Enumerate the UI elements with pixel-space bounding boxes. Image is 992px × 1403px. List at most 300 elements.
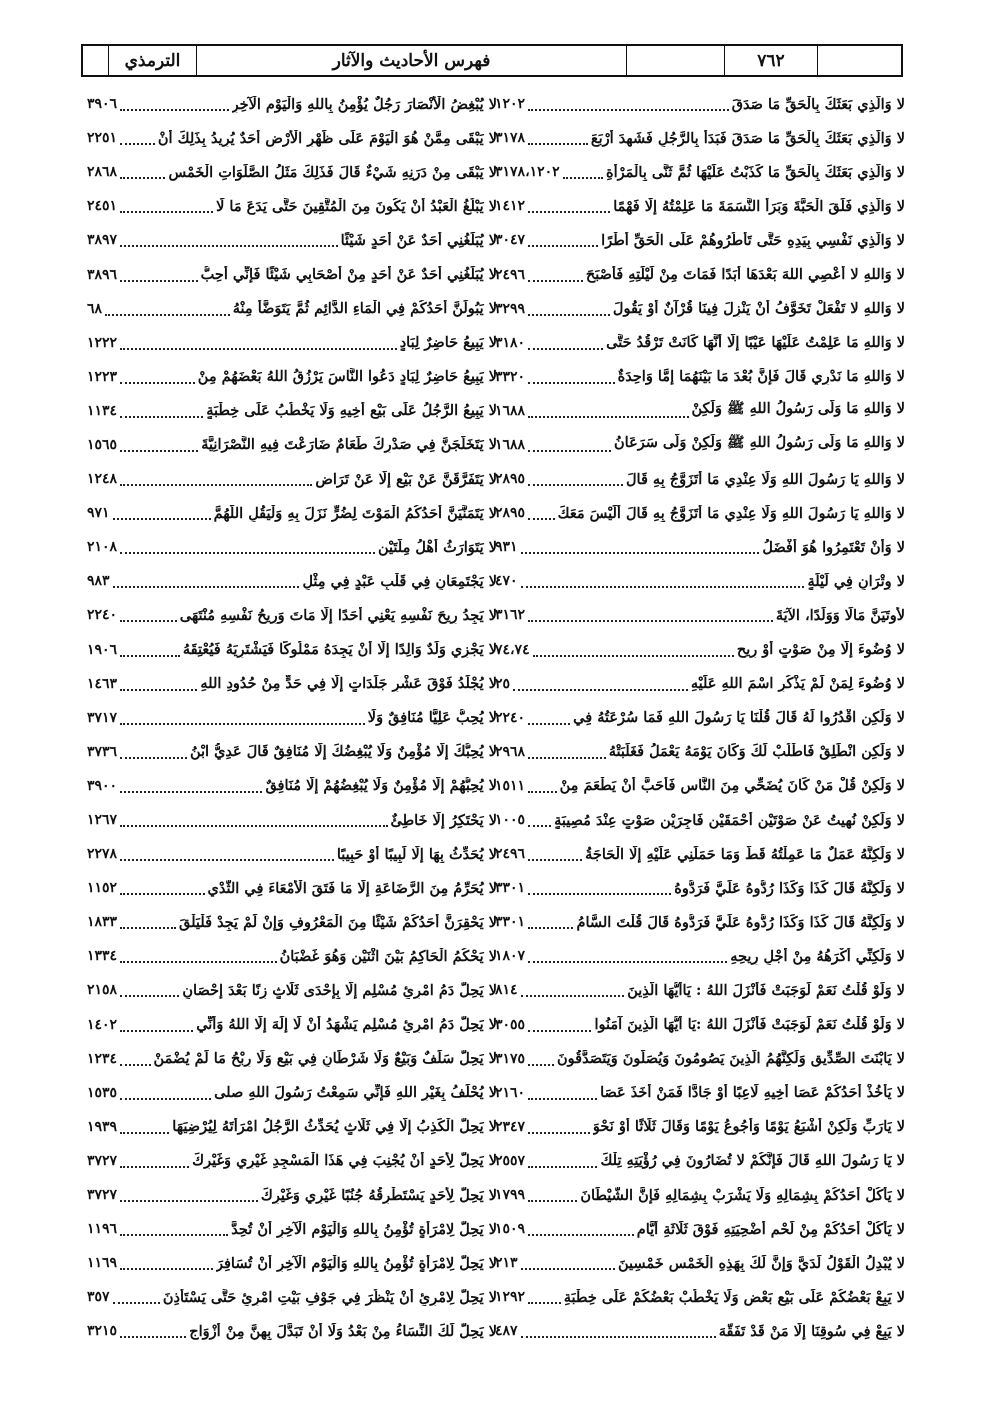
hadith-number: ١١٣٤ <box>87 402 118 419</box>
hadith-text: لا يُحْلَفُ بِغَيْرِ اللهِ فَإِنِّي سَمِعْتُ رَسُولَ اللهِ صلى <box>214 1084 497 1102</box>
hadith-text: لا يَحِلُّ الْكَذِبُ إِلَّا فِي ثَلَاثٍ يُحَدِّثُ الرَّجُلُ امْرَأَتَهُ لِيُرْضِيَهَا <box>172 1118 497 1136</box>
hadith-number: ١٥٦٥ <box>87 436 118 453</box>
hadith-number: ١٢٢٢ <box>87 334 118 351</box>
hadith-number: ٧٤،٧٤ <box>495 641 530 658</box>
hadith-text: لا يَبْقَى مِنْ دَرَنِهِ شَيْءٌ قَالَ فَذَلِكَ مَثَلُ الصَّلَوَاتِ الْخَمْسِ <box>168 163 497 181</box>
header-blank-cell <box>83 46 109 75</box>
leader-dots <box>528 757 606 759</box>
hadith-text: لا يُبَلِّغُنِي أَحَدٌ عَنْ أَحَدٍ مِنْ أَصْحَابِي شَيْئًا فَإِنِّي أُحِبُّ <box>200 266 497 284</box>
index-entry <box>87 462 497 496</box>
hadith-text: لا يَتَخَلَّجَنَّ فِي صَدْرِكَ طَعَامٌ ضَارَعْتَ فِيهِ النَّصْرَانِيَّةَ <box>201 436 497 454</box>
index-entry <box>87 564 497 598</box>
index-entry <box>87 223 497 257</box>
index-entry <box>87 939 497 973</box>
hadith-number: ٣٨٩٧ <box>87 232 118 249</box>
hadith-text: لا يَبِيعُ حَاضِرٌ لِبَادٍ دَعُوا النَّاسَ يَرْزُقُ اللهُ بَعْضَهُمْ مِنْ <box>197 368 497 386</box>
index-entry <box>87 394 497 428</box>
leader-dots <box>120 927 176 929</box>
index-entry <box>495 769 905 803</box>
leader-dots <box>120 109 229 111</box>
leader-dots <box>120 1098 211 1100</box>
hadith-number: ١٦٨٨ <box>495 402 526 419</box>
index-entry <box>495 803 905 837</box>
hadith-text: لا وَالَّذِي بَعَثَكَ بِالْحَقِّ مَا صَدَقَ فَبَدَأَ بِالرَّجُلِ فَشَهِدَ أَرْبَعَ <box>590 129 905 147</box>
hadith-number: ٣٨٩٦ <box>87 266 118 283</box>
leader-dots <box>120 450 198 452</box>
leader-dots <box>113 1302 160 1304</box>
index-entry <box>495 939 905 973</box>
hadith-text: لا وَالَّذِي فَلَقَ الْحَبَّةَ وَبَرَأَ النَّسَمَةَ مَا عَلِمْتُهُ إِلَّا فَهْمًا <box>613 197 905 215</box>
leader-dots <box>563 177 603 179</box>
hadith-text: لا وَاللهِ لا تَفْعَلْ تَخَوَّفُ أَنْ يَنْزِلَ فِينَا قُرْآنٌ أَوْ يَقُولَ <box>612 300 905 318</box>
leader-dots <box>120 1200 258 1202</box>
hadith-number: ١٣٣٤ <box>87 948 118 965</box>
index-entry <box>87 87 497 121</box>
hadith-text: لا يَحْقِرَنَّ أَحَدُكُمْ شَيْئًا مِنَ الْمَعْرُوفِ وَإِنْ لَمْ يَجِدْ فَلْيَلْقَ <box>179 913 497 931</box>
hadith-text: لا يَحِلُّ لِأَحَدٍ أَنْ يُجْنِبَ فِي هَذَا الْمَسْجِدِ غَيْرِي وَغَيْرِكَ <box>192 1152 497 1170</box>
hadith-text: لا يَحِلُّ لِامْرَأَةٍ تُؤْمِنُ بِاللهِ وَالْيَوْمِ الْآخِرِ أَنْ تُحِدَّ <box>231 1220 497 1238</box>
hadith-text: لا يَبْلُغُ الْعَبْدُ أَنْ يَكُونَ مِنَ الْمُتَّقِينَ حَتَّى يَدَعَ مَا لَا <box>216 197 497 215</box>
leader-dots <box>120 655 180 657</box>
leader-dots <box>120 1234 228 1236</box>
hadith-text: لا وَاللهِ مَا عَلِمْتُ عَلَيْهَا عَيْبًا إِلَّا أَنَّهَا كَانَتْ تَرْقُدُ حَتَّى <box>606 334 905 352</box>
left-column <box>87 87 497 1348</box>
hadith-text: لا وَاللهِ مَا وَلَّى رَسُولُ اللهِ ﷺ وَلَكِنْ <box>691 400 905 418</box>
hadith-text: لا يَحِلُّ لِامْرَأَةٍ تُؤْمِنُ بِاللهِ وَالْيَوْمِ الْآخِرِ أَنْ تُسَافِرَ <box>215 1254 497 1272</box>
hadith-text: لا يَأْكُلْ أَحَدُكُمْ بِشِمَالِهِ وَلَا يَشْرَبْ بِشِمَالِهِ فَإِنَّ الشَّيْطَانَ <box>580 1186 905 1204</box>
leader-dots <box>113 518 211 520</box>
index-entry <box>495 530 905 564</box>
hadith-text: لا يُبْغِضُ الْأَنْصَارَ رَجُلٌ يُؤْمِنُ بِاللهِ وَالْيَوْمِ الْآخِرِ <box>231 95 497 113</box>
hadith-text: لا وَاللهِ مَا نَدْرِي قَالَ فَإِنَّ بُعْدَ مَا بَيْنَهُمَا إِمَّا وَاحِدَةٌ <box>617 368 905 386</box>
hadith-text: لا يَحِلُّ دَمُ امْرِئٍ مُسْلِمٍ يَشْهَدُ أَنْ لَا إِلَهَ إِلَّا اللهُ وَأَنِّي <box>196 1016 497 1034</box>
hadith-number: ١٥٣٥ <box>87 1084 118 1101</box>
index-entry <box>495 871 905 905</box>
index-entry <box>87 1314 497 1348</box>
hadith-number: ٣٧٢٧ <box>87 1152 118 1169</box>
leader-dots <box>533 655 734 657</box>
hadith-number: ٣٠٤٧ <box>495 232 526 249</box>
leader-dots <box>528 348 603 350</box>
hadith-text: لا يَبُولَنَّ أَحَدُكُمْ فِي الْمَاءِ الدَّائِمِ ثُمَّ يَتَوَضَّأُ مِنْهُ <box>232 300 497 318</box>
hadith-text: لا يَبِعْ بَعْضُكُمْ عَلَى بَيْعِ بَعْضٍ وَلَا يَخْطُبْ بَعْضُكُمْ عَلَى خِطْبَةِ <box>563 1288 905 1306</box>
index-entry <box>495 1008 905 1042</box>
hadith-number: ١٢٤٨ <box>87 471 118 488</box>
hadith-number: ٢٢٥١ <box>87 130 118 147</box>
leader-dots <box>528 450 611 452</box>
hadith-text: لا يَأْكُلْ أَحَدُكُمْ مِنْ لَحْمِ أُضْحِيَتِهِ فَوْقَ ثَلَاثَةِ أَيَّامٍ <box>636 1220 905 1238</box>
hadith-number: ٣٢٩٩ <box>495 300 526 317</box>
hadith-text: لا وَأَنْ تَعْتَمِرُوا هُوَ أَفْضَلُ <box>762 538 905 556</box>
hadith-number: ٤٨٧ <box>495 1323 518 1340</box>
hadith-number: ٢٨٩٥ <box>495 471 526 488</box>
hadith-text: لا يُبَلِّغُنِي أَحَدٌ عَنْ أَحَدٍ شَيْئًا <box>340 231 497 249</box>
leader-dots <box>120 689 197 691</box>
index-entry <box>495 837 905 871</box>
hadith-number: ١١٦٩ <box>87 1255 118 1272</box>
leader-dots <box>120 552 375 554</box>
hadith-number: ٢٢٤٠ <box>87 607 118 624</box>
leader-dots <box>120 961 276 963</box>
index-entry <box>87 360 497 394</box>
index-entry <box>495 394 905 428</box>
hadith-text: لا وَلَوْ قُلْتُ نَعَمْ لَوَجَبَتْ فَأَنْزَلَ اللهُ : يَاأَيُّهَا الَّذِينَ <box>627 981 905 999</box>
hadith-number: ٣٢١٥ <box>87 1323 118 1340</box>
leader-dots <box>528 245 598 247</box>
hadith-number: ١١٩٦ <box>87 1221 118 1238</box>
index-entry <box>87 292 497 326</box>
index-entry <box>87 326 497 360</box>
hadith-text: لا يَا رَسُولَ اللهِ قَالَ فَإِنَّكُمْ لا تُضَارُونَ فِي رُؤْيَتِهِ تِلْكَ <box>600 1152 905 1170</box>
index-entry <box>87 1042 497 1076</box>
leader-dots <box>528 791 557 793</box>
leader-dots <box>528 1200 577 1202</box>
hadith-text: لا يَحْتَكِرُ إِلَّا خَاطِئٌ <box>390 811 497 829</box>
hadith-text: لا وَلَكِنْ قُلْ مَنْ كَانَ يُضَحِّي مِنَ النَّاسِ فَأَحَبَّ أَنْ يَطْعَمَ مِنْ <box>559 777 905 795</box>
hadith-text: لا يَحِلُّ لَكَ النِّسَاءُ مِنْ بَعْدُ وَلَا أَنْ تَبَدَّلَ بِهِنَّ مِنْ أَزْوَاجٍ <box>189 1322 497 1340</box>
hadith-text: لا يَجْتَمِعَانِ فِي قَلْبِ عَبْدٍ فِي مِثْلِ <box>302 572 497 590</box>
hadith-number: ١٢٢٣ <box>87 368 118 385</box>
index-entry <box>495 701 905 735</box>
page-number: ٧٦٢ <box>725 46 818 75</box>
hadith-text: لا وَالَّذِي بَعَثَكَ بِالْحَقِّ مَا كَذَبْتُ عَلَيْهَا ثُمَّ ثَنَّى بِالْمَرْأَةِ <box>605 163 905 181</box>
hadith-number: ١٩٠٦ <box>87 641 118 658</box>
hadith-number: ٢١٥٨ <box>87 982 118 999</box>
hadith-text: لا يَحِلُّ سَلَفٌ وَبَيْعٌ وَلَا شَرْطَانِ فِي بَيْعٍ وَلَا رِبْحُ مَا لَمْ يُضْمَنْ <box>153 1050 497 1068</box>
hadith-text: لا يُبْدِلُ الْقَوْلُ لَدَيَّ وَإِنَّ لَكَ بِهَذِهِ الْخَمْسِ خَمْسِينَ <box>617 1254 905 1272</box>
leader-dots <box>120 791 262 793</box>
hadith-text: لا يُجْلَدُ فَوْقَ عَشْرِ جَلَدَاتٍ إِلَّا فِي حَدٍّ مِنْ حُدُودِ اللهِ <box>200 675 497 693</box>
index-entry <box>87 1280 497 1314</box>
hadith-number: ٣٧٢٧ <box>87 1187 118 1204</box>
page-header <box>81 44 903 77</box>
index-entry <box>87 428 497 462</box>
hadith-text: لا يَحِلُّ دَمُ امْرِئٍ مُسْلِمٍ إِلَّا بِإِحْدَى ثَلَاثٍ زِنًا بَعْدَ إِحْصَانٍ <box>182 981 497 999</box>
hadith-text: لا وَاللهِ لا أَعْصِي اللهَ بَعْدَهَا أَبَدًا فَمَاتَ مِنْ لَيْلَتِهِ فَأَصْبَحَ <box>585 266 905 284</box>
hadith-number: ١٢٩٢ <box>495 1289 526 1306</box>
index-entry <box>495 121 905 155</box>
leader-dots <box>120 143 155 145</box>
hadith-text: لا وِتْرَانِ فِي لَيْلَةٍ <box>807 572 905 590</box>
index-entry <box>87 1144 497 1178</box>
leader-dots <box>120 1132 169 1134</box>
index-entry <box>495 1246 905 1280</box>
leader-dots <box>120 1336 186 1338</box>
leader-dots <box>521 1336 716 1338</box>
hadith-number: ١١٥٢ <box>87 880 118 897</box>
leader-dots <box>528 927 573 929</box>
index-entry <box>495 1076 905 1110</box>
hadith-text: لا يُحَرِّمُ مِنَ الرَّضَاعَةِ إِلَّا مَا فَتَقَ الْأَمْعَاءَ فِي الثَّدْيِ <box>207 879 497 897</box>
hadith-text: لا يَتَمَنَّيَنَّ أَحَدُكُمُ الْمَوْتَ لِضُرٍّ نَزَلَ بِهِ وَلْيَقُلِ اللَّهُمَّ <box>213 504 497 522</box>
leader-dots <box>120 723 365 725</box>
index-entry <box>87 803 497 837</box>
leader-dots <box>120 211 213 213</box>
hadith-text: لا وَلَكِنْ نُهِيتُ عَنْ صَوْتَيْنِ أَحْمَقَيْنِ فَاجِرَيْنِ صَوْتٍ عِنْدَ مُصِيبَةٍ <box>554 811 905 829</box>
index-entry <box>87 155 497 189</box>
hadith-text: لا وَلَكِنِ اقْدُرُوا لَهُ قَالَ قُلْنَا يَا رَسُولَ اللهِ فَمَا سُرْعَتُهُ فِي <box>573 709 905 727</box>
leader-dots <box>521 552 760 554</box>
hadith-number: ٢٨٦٨ <box>87 164 118 181</box>
index-entry <box>87 496 497 530</box>
hadith-number: ١٢٣٤ <box>87 1050 118 1067</box>
leader-dots <box>528 1166 597 1168</box>
index-entry <box>495 292 905 326</box>
index-entry <box>495 905 905 939</box>
index-entry <box>495 973 905 1007</box>
hadith-number: ٢٤٥١ <box>87 198 118 215</box>
leader-dots <box>528 484 623 486</box>
index-entry <box>87 1076 497 1110</box>
leader-dots <box>120 1268 213 1270</box>
hadith-number: ١٥٠٩ <box>495 1221 526 1238</box>
hadith-number: ٣١٨٠ <box>495 334 526 351</box>
hadith-number: ١٨٠٧ <box>495 948 526 965</box>
leader-dots <box>120 995 179 997</box>
index-entry <box>87 121 497 155</box>
hadith-number: ١٤١٢ <box>495 198 526 215</box>
leader-dots <box>120 620 177 622</box>
hadith-number: ١٩٣٩ <box>87 1118 118 1135</box>
index-entry <box>495 462 905 496</box>
index-entry <box>87 837 497 871</box>
index-title: فهرس الأحاديث والآثار <box>197 46 627 75</box>
hadith-text: لا يَبِيعُ حَاضِرٌ لِبَادٍ <box>399 334 497 352</box>
hadith-number: ٩٣١ <box>495 539 518 556</box>
leader-dots <box>528 961 727 963</box>
hadith-number: ٣٠٥٥ <box>495 1016 526 1033</box>
hadith-number: ١٧٩٩ <box>495 1187 526 1204</box>
hadith-text: لا وَلَكِنَّهُ قَالَ كَذَا وَكَذَا رُدُّوهُ عَلَيَّ فَرَدُّوهُ <box>674 879 905 897</box>
hadith-number: ٣٩٠٦ <box>87 96 118 113</box>
leader-dots <box>528 382 615 384</box>
leader-dots <box>521 586 805 588</box>
leader-dots <box>528 893 671 895</box>
hadith-number: ٩٧١ <box>87 505 110 522</box>
hadith-text: لا وَلَوْ قُلْتُ نَعَمْ لَوَجَبَتْ فَأَنْزَلَ اللهُ :يَا أَيُّهَا الَّذِينَ آمَنُوا <box>594 1016 905 1034</box>
hadith-number: ٤٧٠ <box>495 573 518 590</box>
leader-dots <box>120 1030 193 1032</box>
hadith-text: لا وَلَكِنَّهُ قَالَ كَذَا وَكَذَا رُدُّوهُ عَلَيَّ فَرَدُّوهُ قَالَ قُلْتَ السَّامُ <box>576 913 905 931</box>
index-entry <box>87 257 497 291</box>
hadith-number: ٩٨٣ <box>87 573 110 590</box>
hadith-number: ١٦٨٨ <box>495 436 526 453</box>
index-entry <box>495 496 905 530</box>
index-entry <box>87 1178 497 1212</box>
hadith-number: ١٢٠٢ <box>495 96 526 113</box>
hadith-number: ٢٣٤٧ <box>495 1118 526 1135</box>
leader-dots <box>120 757 187 759</box>
index-entry <box>87 530 497 564</box>
index-entry <box>495 735 905 769</box>
index-entry <box>495 428 905 462</box>
hadith-text: لا يَتَفَرَّقَنَّ عَنْ بَيْعٍ إِلَّا عَنْ تَرَاضٍ <box>315 470 497 488</box>
leader-dots <box>528 1302 561 1304</box>
leader-dots <box>120 348 397 350</box>
index-entry <box>87 871 497 905</box>
index-entry <box>87 667 497 701</box>
index-entry <box>495 598 905 632</box>
leader-dots <box>513 689 688 691</box>
hadith-number: ٢٥٥٧ <box>495 1152 526 1169</box>
index-entry <box>495 326 905 360</box>
hadith-number: ٨١٤ <box>495 982 518 999</box>
index-entry <box>87 1246 497 1280</box>
leader-dots <box>528 314 610 316</box>
hadith-number: ٢١٦٠ <box>495 1084 526 1101</box>
hadith-text: لا وَلَكِنِّي أَكْرَهُهُ مِنْ أَجْلِ رِيحِهِ <box>730 947 905 965</box>
hadith-text: لا يُحِبُّ عَلِيًّا مُنَافِقٌ وَلَا <box>367 709 497 727</box>
hadith-number: ٣٣٢٠ <box>495 368 526 385</box>
leader-dots <box>120 484 312 486</box>
hadith-number: ٣٣٠١ <box>495 914 526 931</box>
hadith-text: لا يَجْزِي وَلَدٌ وَالِدًا إِلَّا أَنْ يَجِدَهُ مَمْلُوكًا فَيَشْتَرِيَهُ فَيُعْتِقَهُ <box>182 641 497 659</box>
hadith-text: لا وَلَكِنِ انْطَلِقْ فَاطْلُبْ لَكَ وَكَانَ يَوْمَهُ يَعْمَلُ فَغَلَبَتْهُ <box>608 743 905 761</box>
index-entry <box>495 87 905 121</box>
leader-dots <box>528 859 582 861</box>
hadith-number: ١٥١١ <box>495 777 526 794</box>
index-entry <box>87 735 497 769</box>
hadith-number: ١٢٦٧ <box>87 812 118 829</box>
hadith-text: لا يُحِبُّهُمْ إِلَّا مُؤْمِنٌ وَلَا يُبْغِضُهُمْ إِلَّا مُنَافِقٌ <box>265 777 497 795</box>
index-entry <box>87 973 497 1007</box>
hadith-text: لا يَارَبِّ وَلَكِنْ أَشْبَعُ يَوْمًا وَأَجُوعُ يَوْمًا وَقَالَ ثَلَاثًا أَوْ نَحْوَ <box>592 1118 905 1136</box>
leader-dots <box>120 382 195 384</box>
hadith-number: ٣١٦٢ <box>495 607 526 624</box>
leader-dots <box>120 1166 189 1168</box>
leader-dots <box>528 1234 634 1236</box>
hadith-number: ٦٨ <box>87 300 103 317</box>
hadith-number: ٣٧٣٦ <box>87 743 118 760</box>
hadith-number: ٣١٧٨،١٢٠٢ <box>495 164 560 181</box>
index-entry <box>87 905 497 939</box>
hadith-number: ٢١٠٨ <box>87 539 118 556</box>
leader-dots <box>521 1268 615 1270</box>
leader-dots <box>528 1030 591 1032</box>
leader-dots <box>521 995 625 997</box>
hadith-number: ٣١٧٨ <box>495 130 526 147</box>
index-entry <box>87 701 497 735</box>
index-entry <box>495 1280 905 1314</box>
hadith-text: لا وُضُوءَ إِلَّا مِنْ صَوْتٍ أَوْ رِيحٍ <box>736 641 905 659</box>
leader-dots <box>528 825 551 827</box>
index-entry <box>87 633 497 667</box>
index-entry <box>495 1042 905 1076</box>
leader-dots <box>528 280 583 282</box>
hadith-text: لا وَالَّذِي نَفْسِي بِيَدِهِ حَتَّى تَأْطُرُوهُمْ عَلَى الْحَقِّ أَطْرًا <box>601 231 905 249</box>
leader-dots <box>528 1064 554 1066</box>
leader-dots <box>528 109 729 111</box>
hadith-text: لا يَبْقَى مِمَّنْ هُوَ الْيَوْمَ عَلَى ظَهْرِ الْأَرْضِ أَحَدٌ يُرِيدُ بِذَلِكَ أَنْ <box>157 129 497 147</box>
index-entry <box>87 1008 497 1042</box>
index-entry <box>87 189 497 223</box>
index-entry <box>87 1110 497 1144</box>
hadith-number: ٢٤٩٦ <box>495 846 526 863</box>
index-entry <box>495 1178 905 1212</box>
index-entry <box>495 155 905 189</box>
index-entry <box>495 633 905 667</box>
leader-dots <box>528 1132 590 1134</box>
leader-dots <box>528 211 610 213</box>
leader-dots <box>120 1064 150 1066</box>
index-entry <box>495 564 905 598</box>
hadith-text: لا يَبِعْ فِي سُوقِنَا إِلَّا مَنْ قَدْ تَفَقَّهَ <box>718 1322 905 1340</box>
hadith-number: ٢٤٩٦ <box>495 266 526 283</box>
hadith-text: لا وُضُوءَ لِمَنْ لَمْ يَذْكُرِ اسْمَ اللهِ عَلَيْهِ <box>690 675 905 693</box>
hadith-text: لأُوتَيَنَّ مَالًا وَوَلَدًا، الآيَةَ <box>775 606 905 624</box>
index-entry <box>87 1212 497 1246</box>
header-blank-cell <box>627 46 725 75</box>
index-entry <box>495 189 905 223</box>
hadith-text: لا وَاللهِ يَا رَسُولَ اللهِ وَلَا عِنْدِي مَا أَتَزَوَّجُ بِهِ قَالَ أَلَيْسَ مَعَكَ <box>557 504 905 522</box>
hadith-number: ٣٧١٧ <box>87 709 118 726</box>
hadith-text: لا وَاللهِ يَا رَسُولَ اللهِ وَلَا عِنْدِي مَا أَتَزَوَّجُ بِهِ قَالَ <box>626 470 905 488</box>
index-entry <box>495 1144 905 1178</box>
hadith-number: ٣١٧٥ <box>495 1050 526 1067</box>
leader-dots <box>528 143 588 145</box>
index-entry <box>495 1314 905 1348</box>
hadith-number: ١٤٦٣ <box>87 675 118 692</box>
leader-dots <box>528 723 570 725</box>
hadith-text: لا يَحْكُمُ الْحَاكِمُ بَيْنَ اثْنَيْنِ وَهُوَ غَضْبَانُ <box>279 947 497 965</box>
leader-dots <box>120 859 334 861</box>
leader-dots <box>113 586 300 588</box>
index-entry <box>87 598 497 632</box>
hadith-text: لا يَبِيعُ الرَّجُلُ عَلَى بَيْعِ أَخِيهِ وَلَا يَخْطُبُ عَلَى خِطْبَةٍ <box>206 402 497 420</box>
hadith-number: ١٠٠٥ <box>495 812 526 829</box>
hadith-text: لا وَالَّذِي بَعَثَكَ بِالْحَقِّ مَا صَدَقَ <box>731 95 905 113</box>
hadith-number: ١٤٠٢ <box>87 1016 118 1033</box>
leader-dots <box>120 280 198 282</box>
hadith-number: ٢٥ <box>495 675 511 692</box>
hadith-text: لا يَحِلُّ لِأَحَدٍ يَسْتَطْرِقُهُ جُنُبًا غَيْرِي وَغَيْرِكَ <box>260 1186 497 1204</box>
hadith-number: ٣٥٧ <box>87 1289 110 1306</box>
hadith-text: لا يَأْخُذْ أَحَدُكُمْ عَصَا أَخِيهِ لَاعِبًا أَوْ جَادًّا فَمَنْ أَخَذَ عَصَا <box>600 1084 905 1102</box>
hadith-text: لا يَحِلُّ لِامْرِئٍ أَنْ يَنْظُرَ فِي جَوْفِ بَيْتِ امْرِئٍ حَتَّى يَسْتَأْذِنَ <box>162 1288 497 1306</box>
hadith-number: ٢٨٩٥ <box>495 505 526 522</box>
index-entry <box>495 667 905 701</box>
hadith-number: ٣٩٠٠ <box>87 777 118 794</box>
leader-dots <box>120 416 203 418</box>
leader-dots <box>528 518 555 520</box>
leader-dots <box>528 1098 597 1100</box>
index-entry <box>495 360 905 394</box>
hadith-number: ٢٢٧٨ <box>87 846 118 863</box>
leader-dots <box>528 620 773 622</box>
hadith-text: لا يَجِدُ رِيحَ نَفْسِهِ يَعْنِي أَحَدًا إِلَّا مَاتَ وَرِيحُ نَفْسِهِ مُنْتَهَى <box>179 606 497 624</box>
hadith-text: لا يَابْنَتَ الصِّدِّيقِ وَلَكِنَّهُمُ الَّذِينَ يَصُومُونَ وَيُصَلُّونَ وَيَتَصَدَّقُونَ <box>557 1050 905 1068</box>
leader-dots <box>120 245 338 247</box>
hadith-text: لا وَلَكِنَّهُ عَمَلٌ مَا عَمِلْتُهُ قَطُّ وَمَا حَمَلَنِي عَلَيْهِ إِلَّا الْحَاجَةُ <box>585 845 905 863</box>
leader-dots <box>120 177 165 179</box>
leader-dots <box>105 314 230 316</box>
leader-dots <box>528 416 688 418</box>
leader-dots <box>120 893 204 895</box>
hadith-number: ٣٣٠١ <box>495 880 526 897</box>
index-entry <box>495 257 905 291</box>
hadith-number: ١٨٣٣ <box>87 914 118 931</box>
hadith-text: لا يُحَدِّثُ بِهَا إِلَّا لَبِيبًا أَوْ حَبِيبًا <box>336 845 497 863</box>
hadith-number: ٢٢٤٠ <box>495 709 526 726</box>
header-blank-cell <box>818 46 901 75</box>
hadith-text: لا يَتَوَارَثُ أَهْلُ مِلَّتَيْنِ <box>377 538 497 556</box>
hadith-text: لا يُحِبُّكَ إِلَّا مُؤْمِنٌ وَلَا يُبْغِضُكَ إِلَّا مُنَافِقٌ قَالَ عَدِيُّ ابْنُ <box>189 743 497 761</box>
index-entry <box>495 1212 905 1246</box>
book-name: الترمذي <box>109 46 197 75</box>
index-entry <box>87 769 497 803</box>
right-column <box>495 87 905 1348</box>
leader-dots <box>120 825 387 827</box>
